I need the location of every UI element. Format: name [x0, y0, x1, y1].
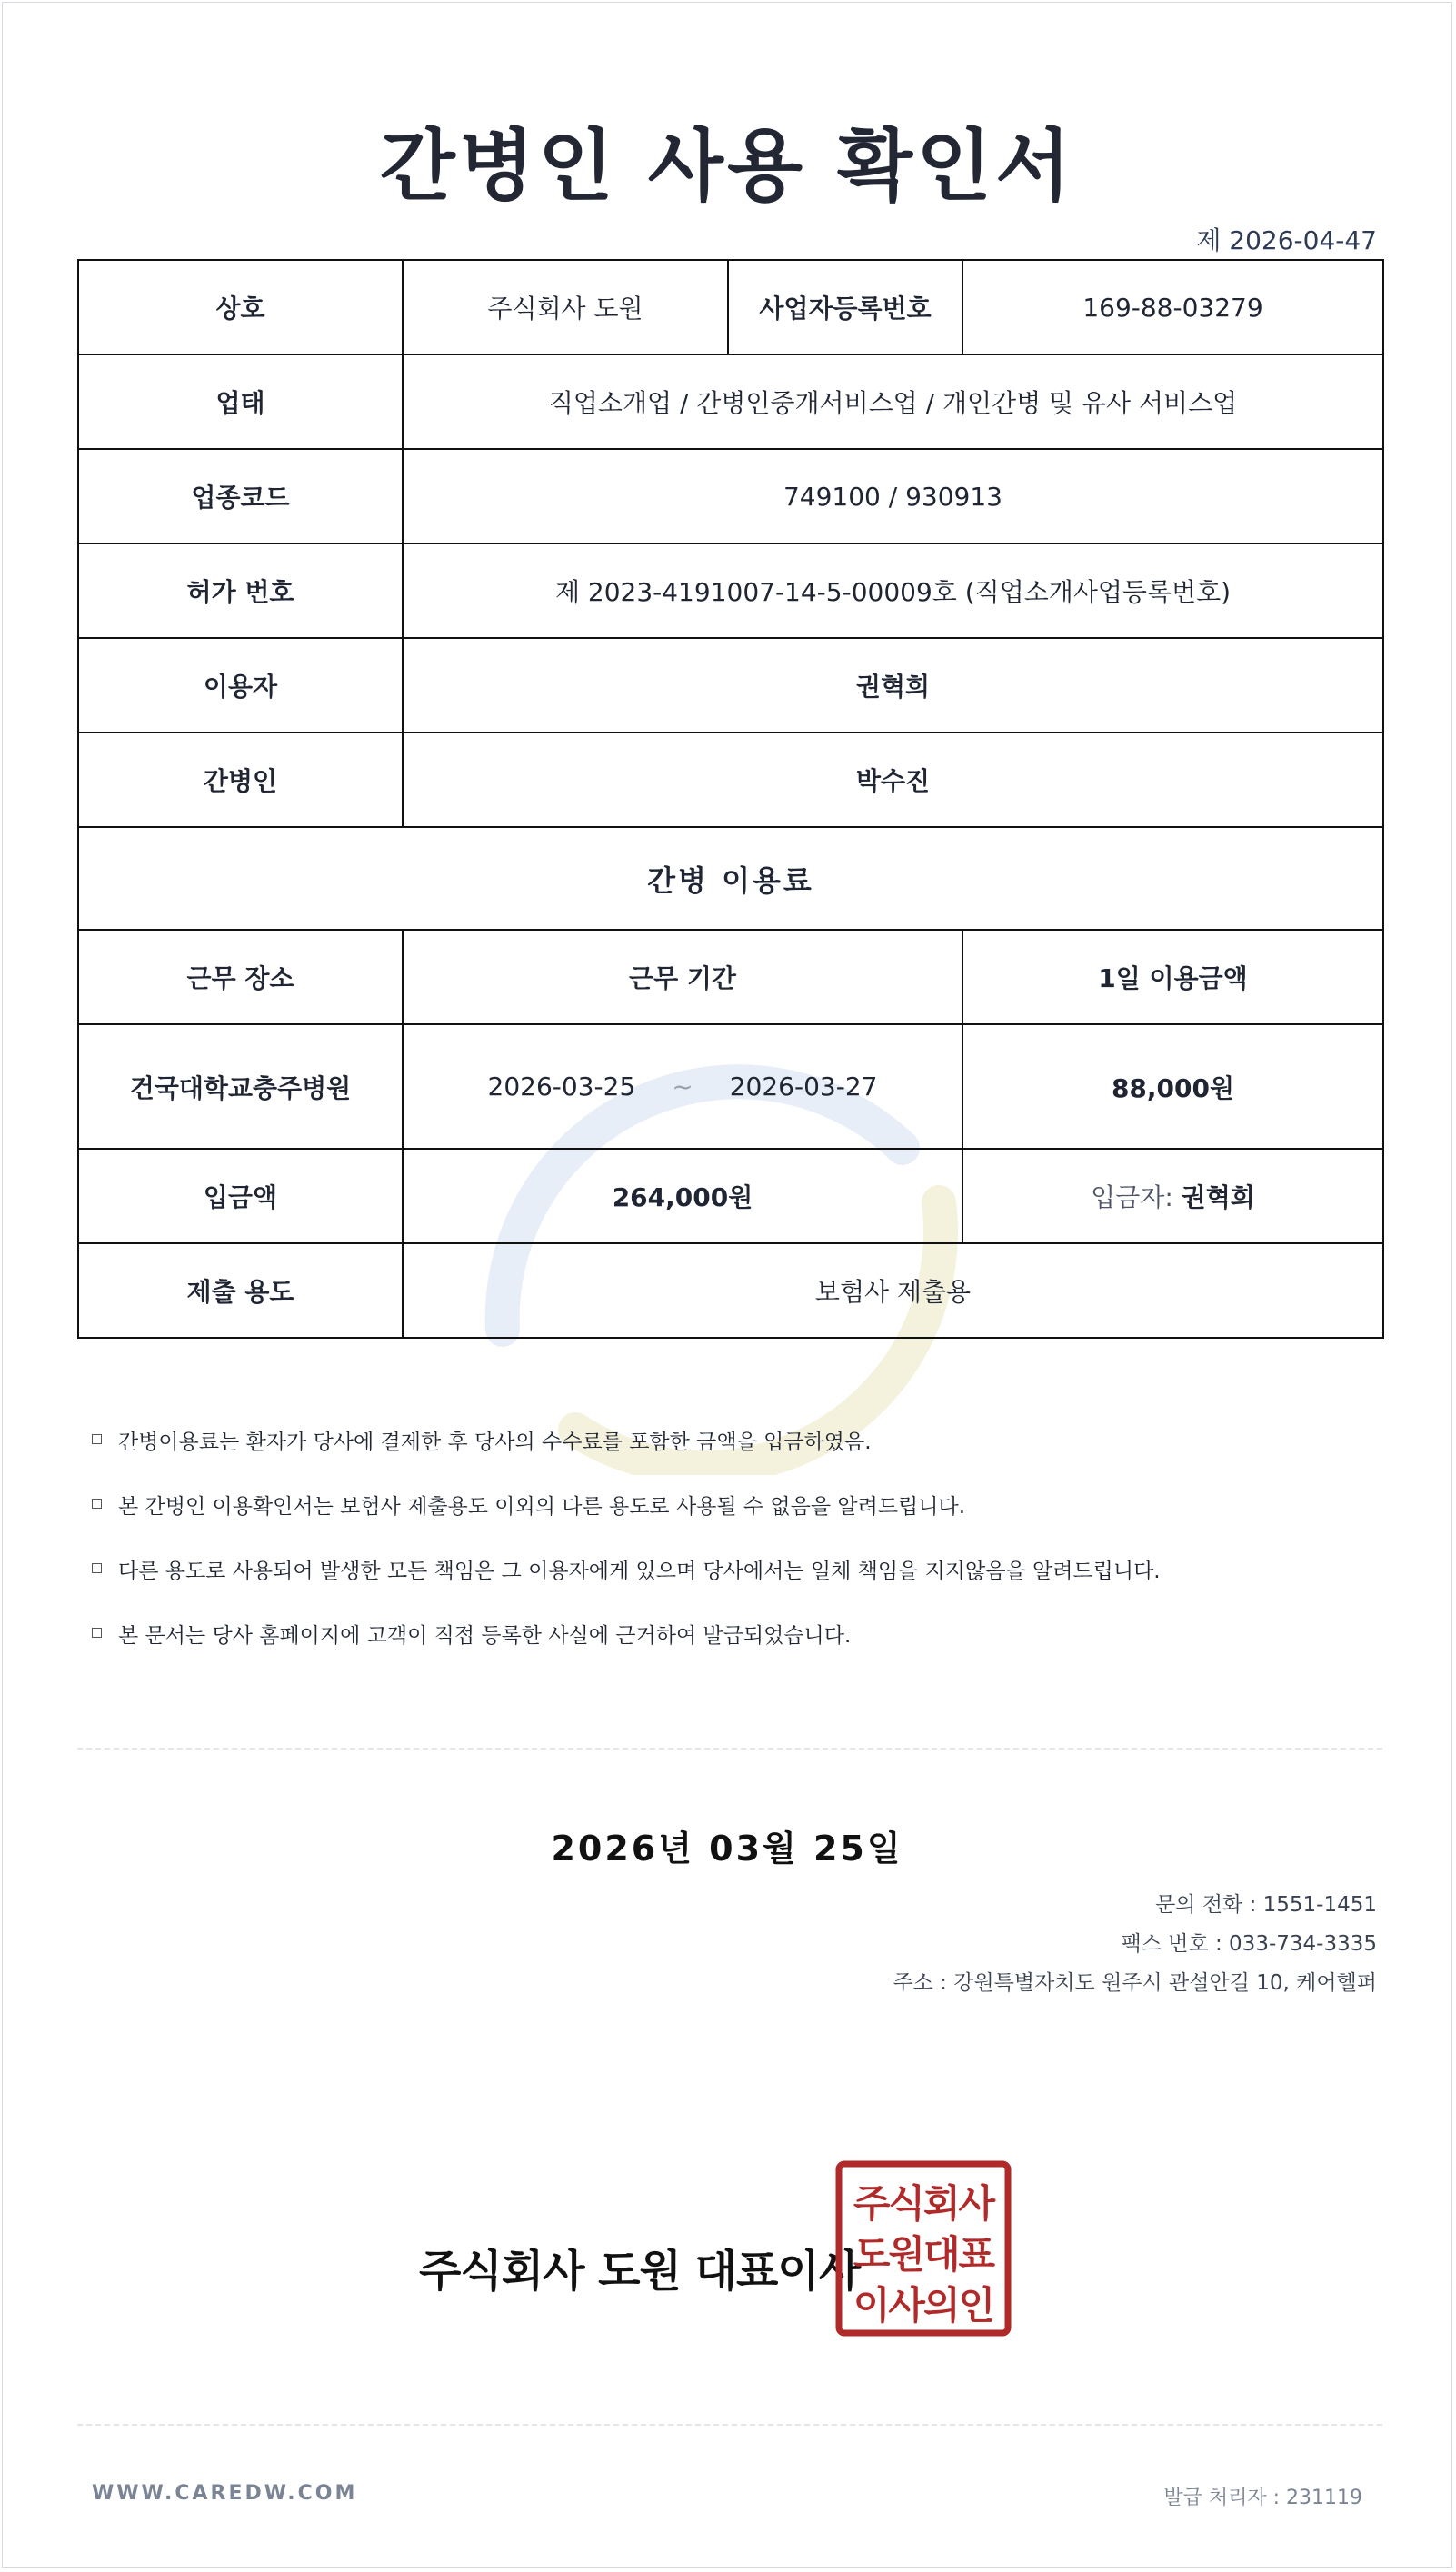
daily-fee-value: 88,000원: [962, 1024, 1383, 1149]
table-row: [78, 827, 1383, 930]
document-page: [2, 2, 1452, 2568]
period-label: 근무 기간: [403, 930, 962, 1024]
table-row: [78, 1149, 1383, 1243]
period-value: [403, 1024, 962, 1149]
divider: [77, 2424, 1382, 2426]
table-row: [78, 1024, 1383, 1149]
industry-code-label: 업종코드: [78, 449, 403, 543]
caregiver-label: 간병인: [78, 733, 403, 827]
table-row: [78, 260, 1383, 354]
document-number: 제 2026-04-47: [1196, 225, 1377, 255]
company-value: 주식회사 도원: [403, 260, 728, 354]
svg-text:이사의인: 이사의인: [853, 2283, 994, 2328]
period-separator: ~: [672, 1072, 693, 1102]
svg-text:도원대표: 도원대표: [853, 2232, 994, 2277]
place-value: 건국대학교충주병원: [78, 1024, 403, 1149]
table-row: [78, 354, 1383, 449]
license-label: 허가 번호: [78, 543, 403, 638]
issue-date: 2026년 03월 25일: [551, 1829, 903, 1869]
payer-value: 권혁희: [1181, 1182, 1255, 1212]
contact-phone: 문의 전화 : 1551-1451: [1155, 1893, 1377, 1917]
table-row: [78, 733, 1383, 827]
period-end: 2026-03-27: [729, 1072, 878, 1102]
deposit-label: 입금액: [78, 1149, 403, 1243]
fee-section-title: 간병 이용료: [78, 827, 1383, 930]
table-row: [78, 930, 1383, 1024]
company-seal-icon: [835, 2160, 1012, 2337]
purpose-value: 보험사 제출용: [403, 1243, 1383, 1338]
daily-fee-label: 1일 이용금액: [962, 930, 1383, 1024]
list-item: 다른 용도로 사용되어 발생한 모든 책임은 그 이용자에게 있으며 당사에서는 일체 책임을 지지않음을 알려드립니다.: [92, 1554, 1364, 1619]
list-item: 간병이용료는 환자가 당사에 결제한 후 당사의 수수료를 포함한 금액을 입금하였음.: [92, 1425, 1364, 1490]
confirmation-table: [77, 259, 1384, 1339]
square-bullet-icon: [92, 1499, 102, 1509]
user-label: 이용자: [78, 638, 403, 733]
industry-code-value: 749100 / 930913: [403, 449, 1383, 543]
table-row: [78, 449, 1383, 543]
contact-address: 주소 : 강원특별자치도 원주시 관설안길 10, 케어헬퍼: [893, 1971, 1377, 1995]
company-label: 상호: [78, 260, 403, 354]
user-value: 권혁희: [403, 638, 1383, 733]
biztype-value: 직업소개업 / 간병인중개서비스업 / 개인간병 및 유사 서비스업: [403, 354, 1383, 449]
biztype-label: 업태: [78, 354, 403, 449]
table-row: [78, 1243, 1383, 1338]
divider: [77, 1748, 1382, 1750]
contact-fax: 팩스 번호 : 033-734-3335: [1121, 1932, 1377, 1956]
purpose-label: 제출 용도: [78, 1243, 403, 1338]
footer-handler: 발급 처리자 : 231119: [1163, 2487, 1362, 2509]
document-title: 간병인 사용 확인서: [379, 121, 1075, 212]
bizno-value: 169-88-03279: [962, 260, 1383, 354]
list-item: 본 문서는 당사 홈페이지에 고객이 직접 등록한 사실에 근거하여 발급되었습니다.: [92, 1619, 1364, 1683]
place-label: 근무 장소: [78, 930, 403, 1024]
license-value: 제 2023-4191007-14-5-00009호 (직업소개사업등록번호): [403, 543, 1383, 638]
footer-website: WWW.CAREDW.COM: [92, 2482, 358, 2505]
svg-text:주식회사: 주식회사: [853, 2181, 994, 2226]
table-row: [78, 543, 1383, 638]
square-bullet-icon: [92, 1628, 102, 1638]
table-row: [78, 638, 1383, 733]
square-bullet-icon: [92, 1434, 102, 1444]
period-start: 2026-03-25: [487, 1072, 636, 1102]
payer-cell: [962, 1149, 1383, 1243]
list-item: 본 간병인 이용확인서는 보험사 제출용도 이외의 다른 용도로 사용될 수 없음을 알려드립니다.: [92, 1490, 1364, 1554]
square-bullet-icon: [92, 1563, 102, 1573]
bizno-label: 사업자등록번호: [728, 260, 962, 354]
caregiver-value: 박수진: [403, 733, 1383, 827]
deposit-value: 264,000원: [403, 1149, 962, 1243]
payer-label: 입금자:: [1091, 1182, 1173, 1212]
notes-list: [92, 1425, 1364, 1683]
signature-text: 주식회사 도원 대표이사: [419, 2246, 861, 2297]
